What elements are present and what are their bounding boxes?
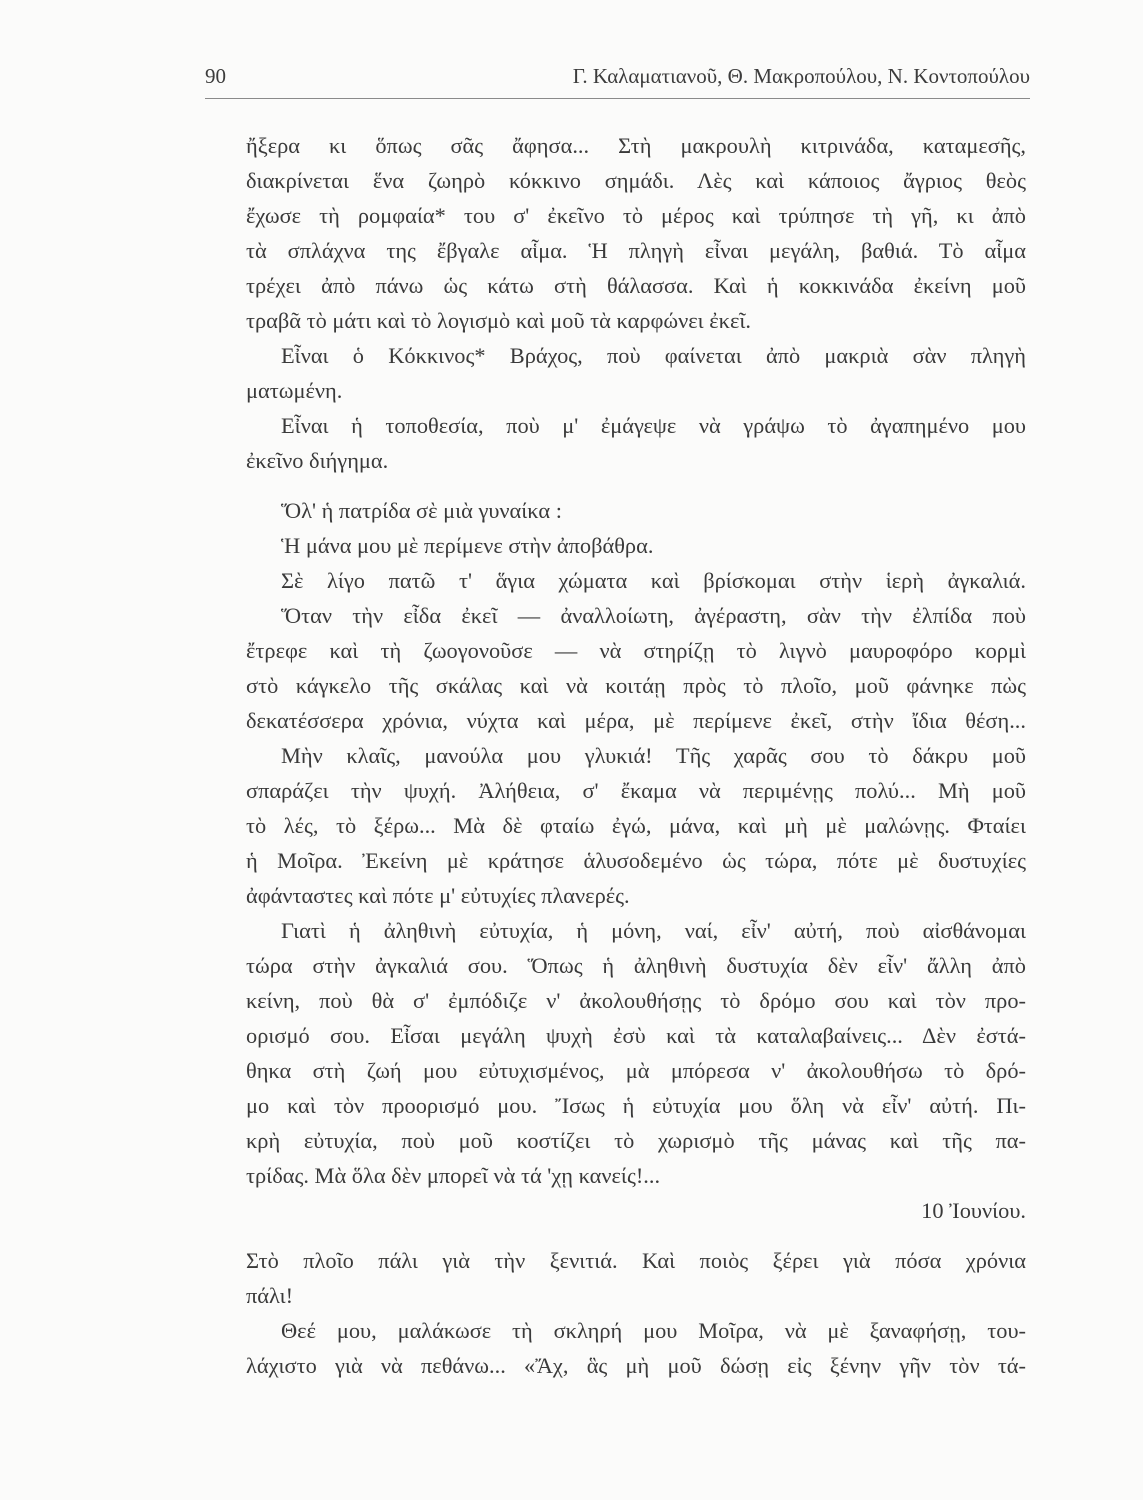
text-line: τὸ λές, τὸ ξέρω... Μὰ δὲ φταίω ἐγώ, μάνα, καὶ μὴ μὲ μαλώνῃς. Φταίει [246,813,1026,838]
text-line: Ὅλ' ἡ πατρίδα σὲ μιὰ γυναίκα : [281,498,562,523]
text-line: τραβᾶ τὸ μάτι καὶ τὸ λογισμὸ καὶ μοῦ τὰ καρφώνει ἐκεῖ. [246,308,751,333]
text-line: Εἶναι ὁ Κόκκινος* Βράχος, ποὺ φαίνεται ἀπὸ μακριὰ σὰν πληγὴ [281,343,1026,368]
text-line: ἀφάνταστες καὶ πότε μ' εὐτυχίες πλανερές. [246,883,630,908]
text-line: μο καὶ τὸν προορισμό μου. Ἴσως ἡ εὐτυχία μου ὅλη νὰ εἶν' αὐτή. Πι- [246,1093,1026,1118]
text-line: ορισμό σου. Εἶσαι μεγάλη ψυχὴ ἐσὺ καὶ τὰ καταλαβαίνεις... Δὲν ἐστά- [246,1023,1026,1048]
text-line: Μὴν κλαῖς, μανούλα μου γλυκιά! Τῆς χαρᾶς σου τὸ δάκρυ μοῦ [281,743,1026,768]
text-line: θηκα στὴ ζωή μου εὐτυχισμένος, μὰ μπόρεσα ν' ἀκολουθήσω τὸ δρό- [246,1058,1026,1083]
text-line: δεκατέσσερα χρόνια, νύχτα καὶ μέρα, μὲ περίμενε ἐκεῖ, στὴν ἴδια θέση... [246,708,1026,733]
text-line: τὰ σπλάχνα της ἔβγαλε αἷμα. Ἡ πληγὴ εἶναι μεγάλη, βαθιά. Τὸ αἷμα [246,238,1026,263]
section-gap [246,1228,1026,1243]
text-line: Γιατὶ ἡ ἀληθινὴ εὐτυχία, ἡ μόνη, ναί, εἶν' αὐτή, ποὺ αἰσθάνομαι [281,918,1026,943]
text-line: ματωμένη. [246,378,343,403]
section-gap [246,478,1026,493]
text-line: στὸ κάγκελο τῆς σκάλας καὶ νὰ κοιτάῃ πρὸς τὸ πλοῖο, μοῦ φάνηκε πὼς [246,673,1026,698]
body-text [246,128,1026,1383]
text-line: τρίδας. Μὰ ὅλα δὲν μπορεῖ νὰ τά 'χῃ κανείς!... [246,1163,661,1188]
text-line: τώρα στὴν ἀγκαλιά σου. Ὅπως ἡ ἀληθινὴ δυστυχία δὲν εἶν' ἄλλη ἀπὸ [246,953,1026,978]
text-line: λάχιστο γιὰ νὰ πεθάνω... «Ἄχ, ἃς μὴ μοῦ δώσῃ εἰς ξένην γῆν τὸν τά- [246,1353,1026,1378]
text-line: σπαράζει τὴν ψυχή. Ἀλήθεια, σ' ἔκαμα νὰ περιμένῃς πολύ... Μὴ μοῦ [246,778,1026,803]
text-line: κρὴ εὐτυχία, ποὺ μοῦ κοστίζει τὸ χωρισμὸ τῆς μάνας καὶ τῆς πα- [246,1128,1026,1153]
page-number: 90 [205,64,226,88]
text-line: ἔχωσε τὴ ρομφαία* του σ' ἐκεῖνο τὸ μέρος καὶ τρύπησε τὴ γῆ, κι ἀπὸ [246,203,1026,228]
text-line: ἔτρεφε καὶ τὴ ζωογονοῦσε — νὰ στηρίζῃ τὸ λιγνὸ μαυροφόρο κορμὶ [246,638,1026,663]
page-header [205,64,1030,98]
text-line: ἡ Μοῖρα. Ἐκείνη μὲ κράτησε ἁλυσοδεμένο ὡς τώρα, πότε μὲ δυστυχίες [246,848,1026,873]
text-line: Ὅταν τὴν εἶδα ἐκεῖ — ἀναλλοίωτη, ἀγέραστη, σὰν τὴν ἐλπίδα ποὺ [281,603,1026,628]
running-title: Γ. Καλαματιανοῦ, Θ. Μακροπούλου, Ν. Κοντοπούλου [572,64,1030,88]
text-line: Ἡ μάνα μου μὲ περίμενε στὴν ἀποβάθρα. [281,533,654,558]
text-line: Εἶναι ἡ τοποθεσία, ποὺ μ' ἐμάγεψε νὰ γράψω τὸ ἀγαπημένο μου [281,413,1026,438]
text-line: Σὲ λίγο πατῶ τ' ἅγια χώματα καὶ βρίσκομαι στὴν ἱερὴ ἀγκαλιά. [281,568,1026,593]
date-line: 10 Ἰουνίου. [921,1198,1026,1223]
text-line: τρέχει ἀπὸ πάνω ὡς κάτω στὴ θάλασσα. Καὶ ἡ κοκκινάδα ἐκείνη μοῦ [246,273,1026,298]
text-line: Στὸ πλοῖο πάλι γιὰ τὴν ξενιτιά. Καὶ ποιὸς ξέρει γιὰ πόσα χρόνια [246,1248,1026,1273]
text-line: κείνη, ποὺ θὰ σ' ἐμπόδιζε ν' ἀκολουθήσῃς τὸ δρόμο σου καὶ τὸν προ- [246,988,1026,1013]
text-line: πάλι! [246,1283,294,1308]
text-line: ἤξερα κι ὅπως σᾶς ἄφησα... Στὴ μακρουλὴ κιτρινάδα, καταμεσῆς, [246,133,1026,158]
text-line: ἐκεῖνο διήγημα. [246,448,389,473]
text-line: Θεέ μου, μαλάκωσε τὴ σκληρή μου Μοῖρα, νὰ μὲ ξαναφήσῃ, του- [281,1318,1026,1343]
header-rule [205,98,1030,99]
text-line: διακρίνεται ἕνα ζωηρὸ κόκκινο σημάδι. Λὲς καὶ κάποιος ἄγριος θεὸς [246,168,1026,193]
